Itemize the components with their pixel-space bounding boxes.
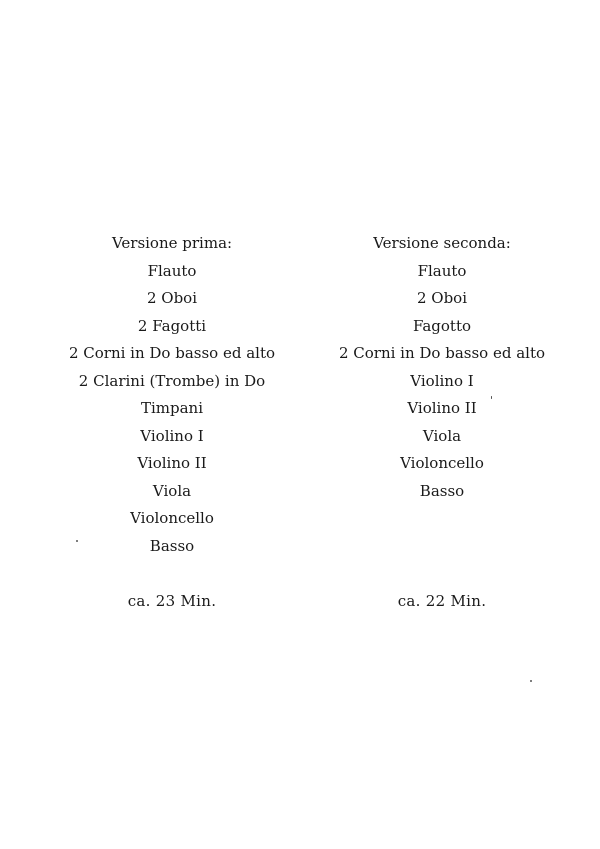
instrument-item: Fagotto — [412, 316, 472, 335]
instrument-item: Violino II — [407, 399, 477, 417]
instrument-item: 2 Oboi — [146, 289, 198, 307]
instrument-item: 2 Fagotti — [137, 316, 207, 335]
instrument-item: Basso — [419, 481, 465, 500]
instrument-item: 2 Oboi — [416, 289, 468, 307]
instrument-item: Violoncello — [400, 454, 484, 472]
instrument-item: Violoncello — [130, 509, 214, 527]
instrument-item: Flauto — [147, 261, 197, 280]
versione-prima-column — [52, 230, 292, 560]
scan-speck — [491, 396, 492, 399]
instrument-item: 2 Corni in Do basso ed alto — [68, 344, 276, 362]
instrument-item: Violino I — [140, 426, 204, 445]
versione-seconda-heading: Versione seconda: — [373, 234, 511, 252]
instrument-item: Timpani — [140, 399, 204, 417]
versione-seconda-column — [322, 230, 562, 505]
instrument-item: Violino II — [137, 454, 207, 472]
versione-prima-duration: ca. 23 Min. — [127, 592, 217, 610]
scan-speck — [76, 540, 78, 542]
instrument-item: Basso — [149, 536, 195, 555]
instrument-item: Viola — [152, 481, 192, 500]
instrument-item: Violino I — [410, 371, 474, 390]
versione-seconda-instrument-list — [322, 258, 562, 506]
versione-seconda-duration: ca. 22 Min. — [397, 592, 487, 610]
instrument-item: Viola — [422, 426, 462, 445]
instrument-item: 2 Clarini (Trombe) in Do — [78, 371, 266, 390]
versione-prima-heading: Versione prima: — [111, 234, 233, 252]
scan-speck — [530, 680, 532, 682]
instrument-item: 2 Corni in Do basso ed alto — [338, 344, 546, 362]
instrument-item: Flauto — [417, 261, 467, 280]
versione-prima-instrument-list — [52, 258, 292, 561]
